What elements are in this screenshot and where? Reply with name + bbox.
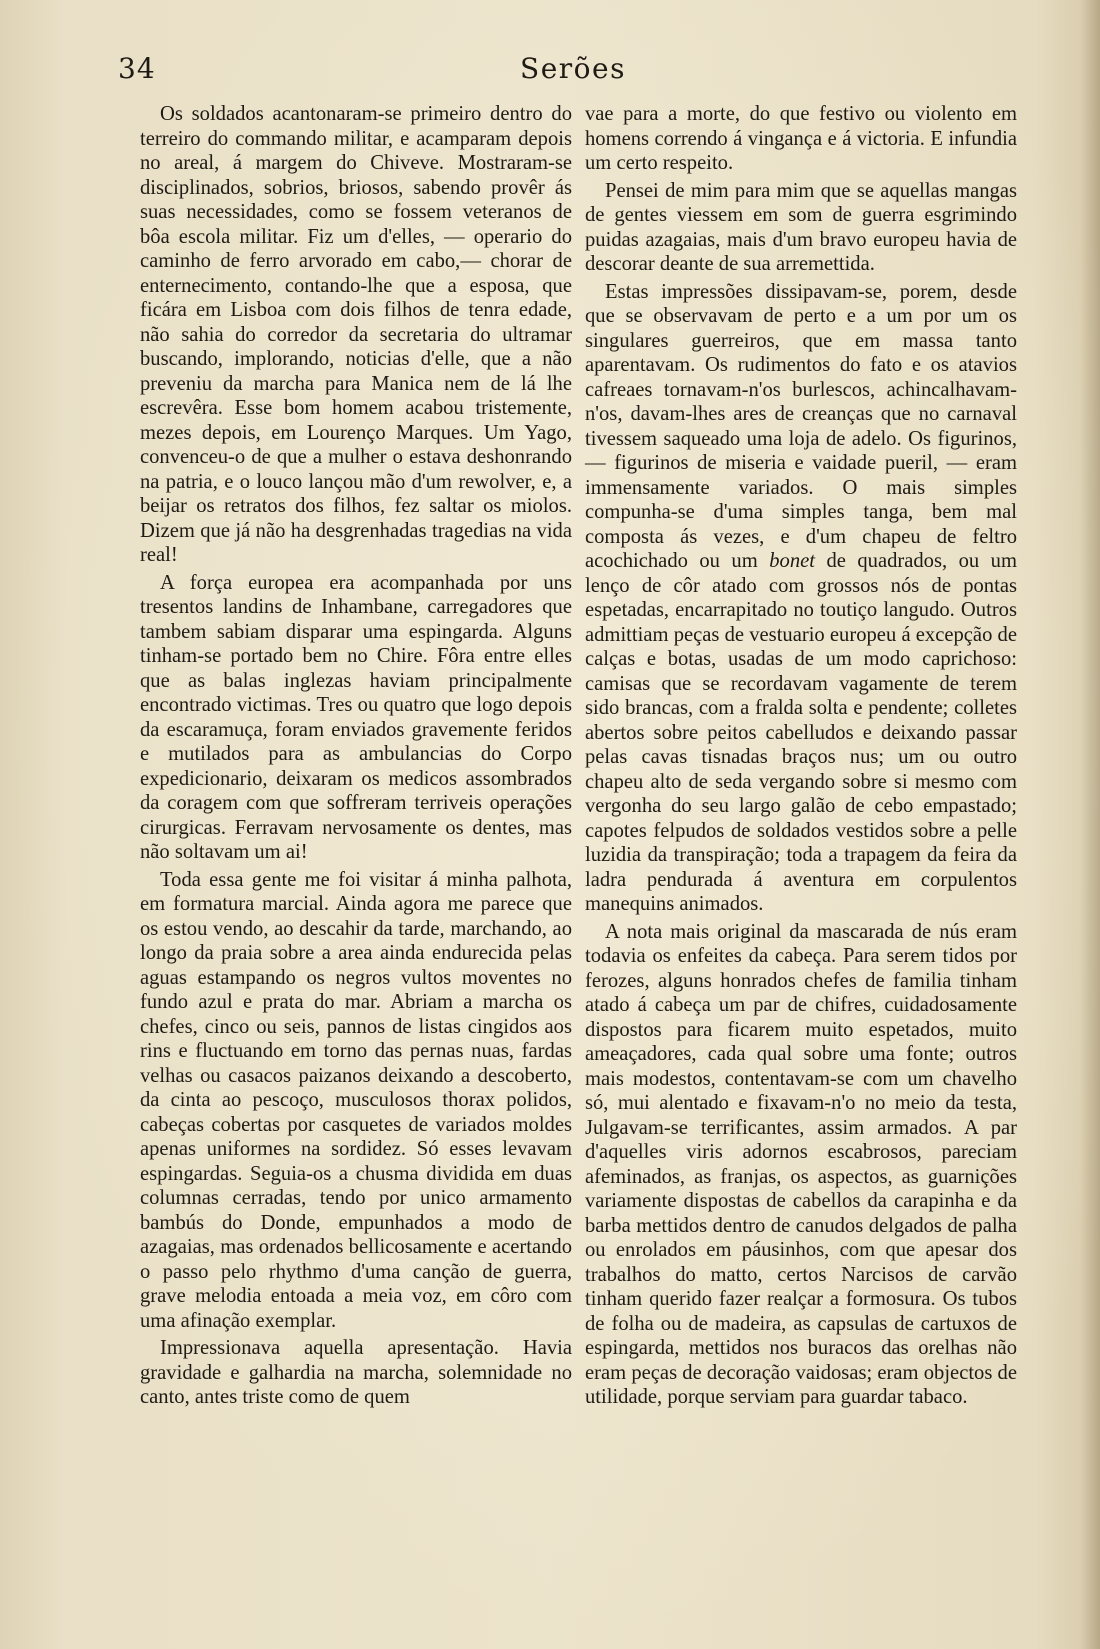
italic-word: bonet <box>769 550 815 572</box>
paragraph: A nota mais original da mascarada de nús eram todavia os enfeites da cabeça. Para serem tidos por ferozes, alguns honrados chefes de familia tinham atado á cabeça um par de chifres, cuidadosamente dispostos para ficarem muito espetados, muito ameaçadores, cada qual sobre uma fonte; outros mais modestos, contentavam-se com um chavelho só, mui alentado e fixavam-n'o no meio da testa, Julgavam-se terrificantes, assim armados. A par d'aquelles viris adornos escabrosos, pareciam afeminados, as franjas, os aspectos, as guarnições variamente dispostas de cabellos da carapinha e da barba mettidos dentro de canudos delgados de palha ou enrolados em páusinhos, com que apesar dos trabalhos do matto, certos Narcisos de carvão tinham querido fazer realçar a formosura. Os tubos de folha ou de madeira, as capsulas de cartuxos de espingarda, mettidos nos buracos das orelhas não eram peças de decoração vaidosas; eram objectos de utilidade, porque serviam para guardar tabaco. <box>585 920 1017 1408</box>
paragraph: Impressionava aquella apresentação. Havia gravidade e galhardia na marcha, solemnidade no canto, antes triste como de quem <box>140 1337 572 1408</box>
page-edge-shadow <box>1080 0 1100 1649</box>
paragraph: vae para a morte, do que festivo ou violento em homens correndo á vingança e á victoria. E infundia um certo respeito. <box>585 103 1017 174</box>
left-column <box>140 102 572 1413</box>
paragraph: Os soldados acantonaram-se primeiro dentro do terreiro do commando militar, e acamparam depois no areal, á margem do Chiveve. Mostraram-se disciplinados, sobrios, briosos, sabendo provêr ás suas necessidades, como se fossem veteranos de bôa escola militar. Fiz um d'elles, — operario do caminho de ferro arvorado em cabo,— chorar de enternecimento, contando-lhe que a esposa, que ficára em Lisboa com dois filhos de tenra edade, não sahia do corredor da secretaria do ultramar buscando, implorando, noticias d'elle, que a não preveniu da marcha para Manica nem de lá lhe escrevêra. Esse bom homem acabou tristemente, mezes depois, em Lourenço Marques. Um Yago, convenceu-o de que a mulher o estava deshonrando na patria, e o louco lançou mão d'um rewolver, e, a beijar os retratos dos filhos, fez saltar os miolos. Dizem que já não ha desgrenhadas tragedias na vida real! <box>140 103 572 566</box>
running-title: Serões <box>520 52 626 85</box>
right-column <box>585 102 1017 1413</box>
page-header <box>118 52 1028 96</box>
paragraph: A força europea era acompanhada por uns tresentos landins de Inhambane, carregadores que tambem sabiam disparar uma espingarda. Alguns tinham-se portado bem no Chire. Fôra entre elles que as balas inglezas haviam principalmente encontrado victimas. Tres ou quatro que logo depois da escaramuça, foram enviados gravemente feridos e mutilados para as ambulancias do Corpo expedicionario, deixaram os medicos assombrados da coragem com que soffreram terriveis operações cirurgicas. Ferravam nervosamente os dentes, mas não soltavam um ai! <box>140 571 572 863</box>
paragraph-text: Estas impressões dissipavam-se, porem, desde que se observavam de perto e a um por um os singulares guerreiros, que em massa tanto aparentavam. Os rudimentos do fato e os atavios cafreaes tornavam-n'os burlescos, achincalhavam-n'os, davam-lhes ares de creanças que no carnaval tivessem saqueado uma loja de adelo. Os figurinos, — figurinos de miseria e vaidade pueril, — eram immensamente variados. O mais simples compunha-se d'uma simples tanga, bem mal composta ás vezes, e d'um chapeu de feltro acochichado ou um <box>585 280 1017 572</box>
paragraph: Toda essa gente me foi visitar á minha palhota, em formatura marcial. Ainda agora me parece que os estou vendo, ao descahir da tarde, marchando, ao longo da praia sobre a area ainda endurecida pelas aguas estampando os negros vultos moventes no fundo azul e prata do mar. Abriam a marcha os chefes, cinco ou seis, pannos de listas cingidos aos rins e fluctuando em torno das pernas nuas, fardas velhas ou casacos paizanos deixando a descoberto, da cinta ao pescoço, musculosos thorax polidos, cabeças cobertas por casquetes de variados moldes apenas uniformes na sordidez. Só esses levavam espingardas. Seguia-os a chusma dividida em duas columnas cerradas, tendo por unico armamento bambús do Donde, empunhados a modo de azagaias, mas ordenados bellicosamente e acertando o passo pelo rhythmo d'uma canção de guerra, grave melodia entoada a meia voz, em côro com uma afinação exemplar. <box>140 868 572 1332</box>
paragraph-text: de quadrados, ou um lenço de côr atado com grossos nós de pontas espetadas, encarrapitado no toutiço langudo. Outros admittiam peças de vestuario europeu á excepção de calças e botas, usadas de um modo caprichoso: camisas que se recordavam vagamente de terem sido brancas, com a fralda solta e pendente; colletes abertos sobre peitos cabelludos e deixando passar pelas cavas tisnadas braços nus; um ou outro chapeu alto de seda vergando sobre si mesmo com vergonha do seu largo galão de cebo empastado; capotes felpudos de soldados vestidos sobre a pelle luzidia da transpiração; toda a trapagem da feira da ladra pendurada á aventura em corpulentos manequins animados. <box>585 550 1017 915</box>
page-number: 34 <box>118 52 156 85</box>
paragraph: Pensei de mim para mim que se aquellas mangas de gentes viessem em som de guerra esgrimindo puidas azagaias, mais d'um bravo europeu havia de descorar deante de sua arremettida. <box>585 179 1017 275</box>
paragraph <box>585 280 1017 917</box>
